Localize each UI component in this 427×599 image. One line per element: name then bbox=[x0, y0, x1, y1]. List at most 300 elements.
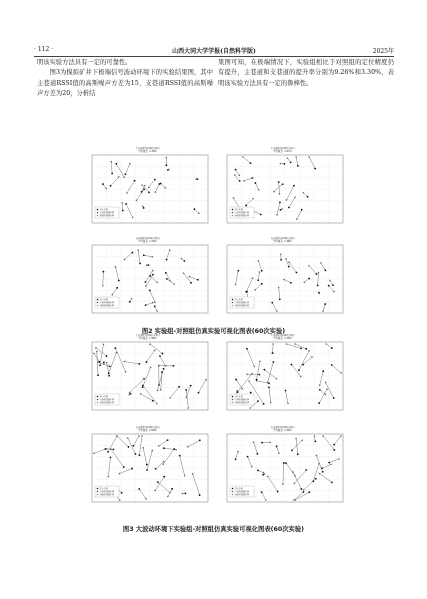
true-position-point bbox=[279, 201, 281, 203]
predicted-position-point bbox=[318, 463, 320, 465]
error-line bbox=[309, 157, 315, 169]
predicted-position-point bbox=[96, 351, 98, 353]
error-line bbox=[319, 389, 327, 403]
predicted-position-point bbox=[166, 157, 168, 159]
right-column bbox=[218, 58, 394, 89]
figure-caption: 图2 实验组-对照组仿真实验可视化图表(60次实验) bbox=[141, 328, 286, 335]
predicted-position-point bbox=[93, 453, 95, 455]
legend-marker bbox=[232, 215, 234, 217]
scatter-plot bbox=[219, 334, 346, 417]
predicted-position-point bbox=[156, 403, 158, 405]
true-position-point bbox=[102, 183, 104, 185]
error-line bbox=[109, 353, 117, 374]
figure-2 bbox=[84, 147, 346, 322]
true-position-point bbox=[125, 173, 127, 175]
predicted-position-point bbox=[340, 372, 342, 374]
true-position-point bbox=[333, 444, 335, 446]
error-line bbox=[303, 357, 312, 365]
error-line bbox=[160, 356, 165, 366]
error-line bbox=[323, 304, 325, 311]
predicted-position-point bbox=[294, 197, 296, 199]
legend-label: 实验组预测位置 bbox=[99, 302, 115, 305]
legend-marker bbox=[97, 396, 99, 398]
error-line bbox=[189, 277, 197, 280]
predicted-position-point bbox=[126, 192, 128, 194]
predicted-position-point bbox=[279, 193, 281, 195]
predicted-position-point bbox=[169, 249, 171, 251]
true-position-point bbox=[103, 361, 105, 363]
error-line bbox=[139, 436, 142, 455]
predicted-position-point bbox=[95, 347, 97, 349]
error-line bbox=[258, 261, 261, 271]
true-position-point bbox=[282, 183, 284, 185]
predicted-position-point bbox=[249, 407, 251, 409]
predicted-position-point bbox=[318, 272, 320, 274]
legend-label: 实验组预测位置 bbox=[234, 399, 250, 402]
error-line bbox=[94, 353, 99, 361]
predicted-position-point bbox=[198, 212, 200, 214]
true-position-point bbox=[333, 397, 335, 399]
true-position-point bbox=[161, 371, 163, 373]
error-line bbox=[143, 386, 157, 404]
true-position-point bbox=[328, 462, 330, 464]
panel-title: 主巷道定位(60次实验) 平均误差: 1.34m bbox=[135, 147, 160, 153]
true-position-point bbox=[298, 369, 300, 371]
true-position-point bbox=[276, 446, 278, 448]
predicted-position-point bbox=[311, 356, 313, 358]
true-position-point bbox=[134, 180, 136, 182]
true-position-point bbox=[332, 284, 334, 286]
predicted-position-point bbox=[125, 371, 127, 373]
error-line bbox=[167, 250, 170, 260]
error-line bbox=[289, 197, 295, 207]
legend-marker bbox=[232, 494, 234, 496]
predicted-position-point bbox=[303, 489, 305, 491]
true-position-point bbox=[141, 191, 143, 193]
predicted-position-point bbox=[156, 310, 158, 312]
true-position-point bbox=[288, 207, 290, 209]
error-line bbox=[274, 184, 283, 191]
predicted-position-point bbox=[325, 343, 327, 345]
true-position-point bbox=[322, 370, 324, 372]
predicted-position-point bbox=[112, 294, 114, 296]
error-line bbox=[124, 253, 132, 260]
scatter-plot bbox=[84, 147, 211, 230]
error-line bbox=[100, 344, 103, 365]
legend-marker bbox=[97, 212, 99, 214]
predicted-position-point bbox=[273, 191, 275, 193]
error-line bbox=[286, 390, 288, 403]
predicted-position-point bbox=[308, 265, 310, 267]
predicted-position-point bbox=[267, 381, 269, 383]
panel-title: 支巷道定位(60次实验) 平均误差: 2.09m bbox=[135, 426, 160, 432]
error-line bbox=[323, 436, 334, 450]
predicted-position-point bbox=[258, 260, 260, 262]
legend-label: 真实位置 bbox=[234, 299, 243, 302]
error-line bbox=[268, 362, 274, 382]
panel-title: 支巷道定位(60次实验) 平均误差: 1.29m bbox=[135, 237, 160, 243]
error-line bbox=[198, 380, 206, 393]
error-line bbox=[296, 439, 298, 455]
error-line bbox=[133, 436, 139, 446]
error-line bbox=[279, 182, 280, 194]
true-position-point bbox=[290, 282, 292, 284]
predicted-position-point bbox=[152, 302, 154, 304]
error-line bbox=[138, 250, 140, 263]
true-position-point bbox=[261, 270, 263, 272]
error-line bbox=[143, 448, 147, 465]
true-position-point bbox=[285, 462, 287, 464]
error-line bbox=[294, 470, 306, 483]
error-line bbox=[112, 288, 117, 295]
predicted-position-point bbox=[325, 394, 327, 396]
predicted-position-point bbox=[278, 287, 280, 289]
predicted-position-point bbox=[156, 281, 158, 283]
error-line bbox=[115, 267, 118, 281]
error-line bbox=[96, 348, 107, 356]
predicted-position-point bbox=[252, 277, 254, 279]
predicted-position-point bbox=[170, 280, 172, 282]
true-position-point bbox=[198, 392, 200, 394]
error-line bbox=[326, 344, 332, 348]
predicted-position-point bbox=[175, 449, 177, 451]
true-position-point bbox=[278, 181, 280, 183]
scatter-plot bbox=[219, 237, 346, 320]
error-line bbox=[119, 469, 132, 474]
paragraph: 明该实验方法具有一定的可靠性。 bbox=[37, 59, 132, 66]
predicted-position-point bbox=[296, 218, 298, 220]
predicted-position-point bbox=[195, 178, 197, 180]
error-line bbox=[262, 492, 266, 500]
true-position-point bbox=[163, 447, 165, 449]
predicted-position-point bbox=[319, 473, 321, 475]
error-line bbox=[144, 255, 153, 257]
true-position-point bbox=[235, 379, 237, 381]
legend-label: 真实位置 bbox=[99, 299, 108, 302]
true-position-point bbox=[257, 279, 259, 281]
legend-label: 对照组预测位置 bbox=[99, 305, 115, 308]
true-position-point bbox=[108, 372, 110, 374]
predicted-position-point bbox=[189, 276, 191, 278]
legend-label: 实验组预测位置 bbox=[99, 212, 115, 215]
true-position-point bbox=[256, 453, 258, 455]
true-position-point bbox=[97, 374, 99, 376]
panel-title: 主巷道定位(60次实验) 平均误差: 1.67m bbox=[270, 147, 295, 153]
error-line bbox=[264, 370, 276, 379]
scatter-plot bbox=[84, 426, 211, 509]
error-line bbox=[244, 178, 252, 181]
true-position-point bbox=[157, 481, 159, 483]
legend-marker bbox=[97, 491, 99, 493]
true-position-point bbox=[102, 271, 104, 273]
true-position-point bbox=[271, 302, 273, 304]
error-line bbox=[156, 462, 164, 469]
predicted-position-point bbox=[241, 388, 243, 390]
predicted-position-point bbox=[235, 284, 237, 286]
true-position-point bbox=[125, 203, 127, 205]
error-line bbox=[283, 463, 284, 484]
predicted-position-point bbox=[173, 283, 175, 285]
legend-label: 对照组预测位置 bbox=[234, 215, 250, 218]
error-line bbox=[277, 202, 280, 214]
true-position-point bbox=[145, 304, 147, 306]
error-line bbox=[334, 436, 341, 445]
true-position-point bbox=[246, 291, 248, 293]
true-position-point bbox=[324, 269, 326, 271]
predicted-position-point bbox=[167, 496, 169, 498]
true-position-point bbox=[285, 390, 287, 392]
true-position-point bbox=[199, 494, 201, 496]
error-line bbox=[287, 344, 301, 348]
legend-label: 真实位置 bbox=[234, 209, 243, 212]
true-position-point bbox=[308, 278, 310, 280]
true-position-point bbox=[143, 207, 145, 209]
error-line bbox=[145, 271, 152, 282]
error-line bbox=[194, 209, 198, 213]
true-position-point bbox=[297, 453, 299, 455]
true-position-point bbox=[272, 361, 274, 363]
true-position-point bbox=[251, 177, 253, 179]
true-position-point bbox=[237, 391, 239, 393]
error-line bbox=[246, 199, 253, 206]
legend-marker bbox=[232, 302, 234, 304]
error-line bbox=[97, 351, 98, 375]
true-position-point bbox=[245, 205, 247, 207]
true-position-point bbox=[319, 389, 321, 391]
error-line bbox=[243, 157, 251, 163]
legend-label: 对照组预测位置 bbox=[99, 494, 115, 497]
error-line bbox=[161, 372, 162, 390]
predicted-position-point bbox=[169, 492, 171, 494]
true-position-point bbox=[331, 347, 333, 349]
legend-marker bbox=[232, 299, 234, 301]
predicted-position-point bbox=[162, 463, 164, 465]
true-position-point bbox=[138, 363, 140, 365]
true-position-point bbox=[110, 456, 112, 458]
error-line bbox=[286, 463, 295, 476]
plot-panel bbox=[219, 426, 346, 509]
predicted-position-point bbox=[294, 475, 296, 477]
legend-marker bbox=[97, 209, 99, 211]
predicted-position-point bbox=[308, 156, 310, 158]
predicted-position-point bbox=[141, 435, 143, 437]
true-position-point bbox=[305, 348, 307, 350]
true-position-point bbox=[166, 259, 168, 261]
error-line bbox=[180, 456, 185, 476]
true-position-point bbox=[104, 448, 106, 450]
error-line bbox=[149, 180, 155, 188]
predicted-position-point bbox=[251, 373, 253, 375]
legend-label: 实验组预测位置 bbox=[234, 491, 250, 494]
error-line bbox=[124, 362, 139, 364]
true-position-point bbox=[152, 274, 154, 276]
true-position-point bbox=[288, 266, 290, 268]
true-position-point bbox=[135, 453, 137, 455]
true-position-point bbox=[171, 488, 173, 490]
true-position-point bbox=[250, 162, 252, 164]
true-position-point bbox=[193, 208, 195, 210]
true-position-point bbox=[115, 163, 117, 165]
predicted-position-point bbox=[119, 499, 121, 501]
error-line bbox=[236, 452, 238, 460]
legend-marker bbox=[232, 491, 234, 493]
error-line bbox=[332, 365, 341, 373]
true-position-point bbox=[148, 264, 150, 266]
true-position-point bbox=[146, 464, 148, 466]
true-position-point bbox=[263, 369, 265, 371]
left-column bbox=[37, 58, 213, 99]
error-line bbox=[257, 361, 260, 379]
error-line bbox=[246, 278, 252, 292]
true-position-point bbox=[145, 361, 147, 363]
legend-label: 实验组预测位置 bbox=[234, 302, 250, 305]
predicted-position-point bbox=[293, 499, 295, 501]
true-position-point bbox=[307, 196, 309, 198]
error-line bbox=[193, 474, 200, 495]
error-line bbox=[111, 162, 112, 174]
error-line bbox=[273, 344, 274, 353]
error-line bbox=[320, 371, 323, 385]
true-position-point bbox=[110, 185, 112, 187]
predicted-position-point bbox=[140, 393, 142, 395]
true-position-point bbox=[184, 493, 186, 495]
true-position-point bbox=[318, 402, 320, 404]
true-position-point bbox=[300, 488, 302, 490]
predicted-position-point bbox=[121, 202, 123, 204]
true-position-point bbox=[99, 364, 101, 366]
predicted-position-point bbox=[154, 490, 156, 492]
legend-label: 真实位置 bbox=[99, 209, 108, 212]
error-line bbox=[170, 387, 179, 398]
predicted-position-point bbox=[118, 176, 120, 178]
predicted-position-point bbox=[184, 475, 186, 477]
true-position-point bbox=[154, 179, 156, 181]
true-position-point bbox=[107, 451, 109, 453]
predicted-position-point bbox=[301, 439, 303, 441]
error-line bbox=[255, 284, 262, 290]
error-line bbox=[248, 457, 252, 467]
error-line bbox=[130, 379, 144, 393]
legend-label: 对照组预测位置 bbox=[99, 215, 115, 218]
true-position-point bbox=[111, 173, 113, 175]
true-position-point bbox=[143, 188, 145, 190]
predicted-position-point bbox=[254, 289, 256, 291]
error-line bbox=[287, 186, 294, 200]
true-position-point bbox=[167, 439, 169, 441]
true-position-point bbox=[183, 260, 185, 262]
error-line bbox=[111, 177, 119, 186]
true-position-point bbox=[261, 491, 263, 493]
error-line bbox=[272, 303, 277, 311]
running-header bbox=[34, 44, 394, 57]
error-line bbox=[147, 451, 152, 470]
predicted-position-point bbox=[234, 174, 236, 176]
true-position-point bbox=[314, 168, 316, 170]
predicted-position-point bbox=[182, 493, 184, 495]
true-position-point bbox=[256, 379, 258, 381]
true-position-point bbox=[146, 469, 148, 471]
true-position-point bbox=[129, 301, 131, 303]
true-position-point bbox=[237, 270, 239, 272]
page-number: · 112 · bbox=[34, 46, 54, 53]
true-position-point bbox=[155, 468, 157, 470]
predicted-position-point bbox=[278, 452, 280, 454]
predicted-position-point bbox=[293, 483, 295, 485]
legend-marker bbox=[97, 302, 99, 304]
true-position-point bbox=[258, 374, 260, 376]
true-position-point bbox=[291, 449, 293, 451]
true-position-point bbox=[277, 491, 279, 493]
error-line bbox=[236, 271, 239, 285]
true-position-point bbox=[324, 303, 326, 305]
legend-marker bbox=[97, 215, 99, 217]
predicted-position-point bbox=[264, 473, 266, 475]
predicted-position-point bbox=[127, 437, 129, 439]
predicted-position-point bbox=[325, 382, 327, 384]
predicted-position-point bbox=[168, 169, 170, 171]
error-line bbox=[125, 164, 129, 175]
error-line bbox=[255, 183, 258, 190]
true-position-point bbox=[315, 478, 317, 480]
true-position-point bbox=[172, 365, 174, 367]
predicted-position-point bbox=[106, 362, 108, 364]
true-position-point bbox=[293, 185, 295, 187]
predicted-position-point bbox=[314, 435, 316, 437]
true-position-point bbox=[301, 209, 303, 211]
error-line bbox=[103, 272, 104, 286]
legend-label: 真实位置 bbox=[99, 488, 108, 491]
predicted-position-point bbox=[272, 343, 274, 345]
legend-marker bbox=[232, 399, 234, 401]
true-position-point bbox=[114, 347, 116, 349]
predicted-position-point bbox=[119, 473, 121, 475]
error-line bbox=[146, 350, 154, 362]
true-position-point bbox=[178, 386, 180, 388]
predicted-position-point bbox=[116, 435, 118, 437]
true-position-point bbox=[166, 278, 168, 280]
legend-marker bbox=[232, 305, 234, 307]
error-line bbox=[146, 303, 153, 305]
true-position-point bbox=[122, 210, 124, 212]
true-position-point bbox=[131, 252, 133, 254]
error-line bbox=[295, 492, 309, 500]
legend-marker bbox=[232, 212, 234, 214]
true-position-point bbox=[297, 165, 299, 167]
predicted-position-point bbox=[157, 389, 159, 391]
error-line bbox=[296, 157, 298, 166]
true-position-point bbox=[246, 348, 248, 350]
predicted-position-point bbox=[123, 177, 125, 179]
predicted-position-point bbox=[280, 163, 282, 165]
true-position-point bbox=[308, 491, 310, 493]
true-position-point bbox=[257, 400, 259, 402]
predicted-position-point bbox=[187, 446, 189, 448]
true-position-point bbox=[331, 364, 333, 366]
predicted-position-point bbox=[116, 352, 118, 354]
predicted-position-point bbox=[163, 461, 165, 463]
true-position-point bbox=[331, 481, 333, 483]
scatter-plot bbox=[219, 426, 346, 509]
predicted-position-point bbox=[248, 380, 250, 382]
error-line bbox=[321, 263, 326, 270]
predicted-position-point bbox=[280, 253, 282, 255]
predicted-position-point bbox=[103, 344, 105, 346]
predicted-position-point bbox=[128, 394, 130, 396]
predicted-position-point bbox=[276, 214, 278, 216]
predicted-position-point bbox=[281, 208, 283, 210]
true-position-point bbox=[317, 284, 319, 286]
predicted-position-point bbox=[320, 262, 322, 264]
